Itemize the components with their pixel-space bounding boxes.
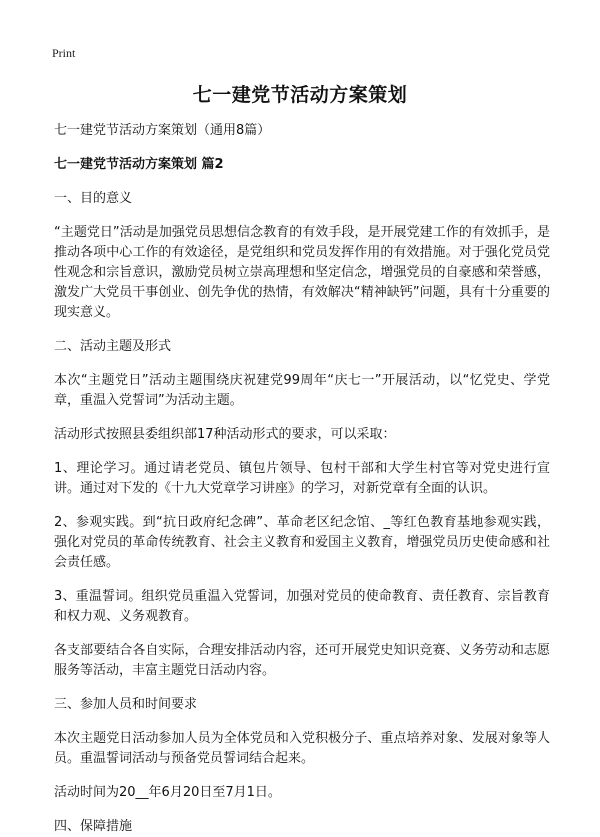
heading-safeguards: 四、保障措施 — [54, 819, 133, 834]
paragraph-time: 活动时间为20__年6月20日至7月1日。 — [54, 785, 281, 800]
document-title: 七一建党节活动方案策划 — [192, 84, 408, 106]
heading-purpose: 一、目的意义 — [54, 191, 133, 206]
paragraph-participants: 本次主题党日活动参加人员为全体党员和入党积极分子、重点培养对象、发展对象等人员。重温誓词活动与预备党员誓词结合起来。 — [54, 731, 550, 766]
list-item-study: 1、理论学习。通过请老党员、镇包片领导、包村干部和大学生村官等对党史进行宣讲。通过对下发的《十九大党章学习讲座》的学习，对新党章有全面的认识。 — [54, 461, 550, 496]
list-item-oath: 3、重温誓词。组织党员重温入党誓词，加强对党员的使命教育、责任教育、宗旨教育和权力观、义务观教育。 — [54, 589, 550, 624]
list-item-visit: 2、参观实践。到“抗日政府纪念碑”、革命老区纪念馆、_等红色教育基地参观实践，强化对党员的革命传统教育、社会主义教育和爱国主义教育，增强党员历史使命感和社会责任感。 — [54, 515, 550, 570]
paragraph-theme: 本次“主题党日”活动主题围绕庆祝建党99周年“庆七一”开展活动，以“忆党史、学党章，重温入党誓词”为活动主题。 — [54, 373, 550, 408]
heading-participants: 三、参加人员和时间要求 — [54, 697, 198, 712]
print-label[interactable]: Print — [52, 46, 76, 60]
paragraph-branches: 各支部要结合各自实际，合理安排活动内容，还可开展党史知识竞赛、义务劳动和志愿服务等活动，丰富主题党日活动内容。 — [54, 643, 550, 678]
section-title: 七一建党节活动方案策划 篇2 — [54, 157, 224, 172]
heading-theme: 二、活动主题及形式 — [54, 339, 172, 354]
paragraph-purpose: “主题党日”活动是加强党员思想信念教育的有效手段，是开展党建工作的有效抓手，是推动各项中心工作的有效途径，是党组织和党员发挥作用的有效措施。对于强化党员党性观念和宗旨意识，激励党员树立崇高理想和坚定信念，增强党员的自豪感和荣誉感，激发广大党员干事创业、创先争优的热情，有效解决“精神缺钙”问题，具有十分重要的现实意义。 — [54, 225, 550, 320]
document-body — [54, 121, 550, 837]
document-subtitle: 七一建党节活动方案策划（通用8篇） — [54, 123, 271, 138]
paragraph-forms: 活动形式按照县委组织部17种活动形式的要求，可以采取： — [54, 427, 396, 442]
